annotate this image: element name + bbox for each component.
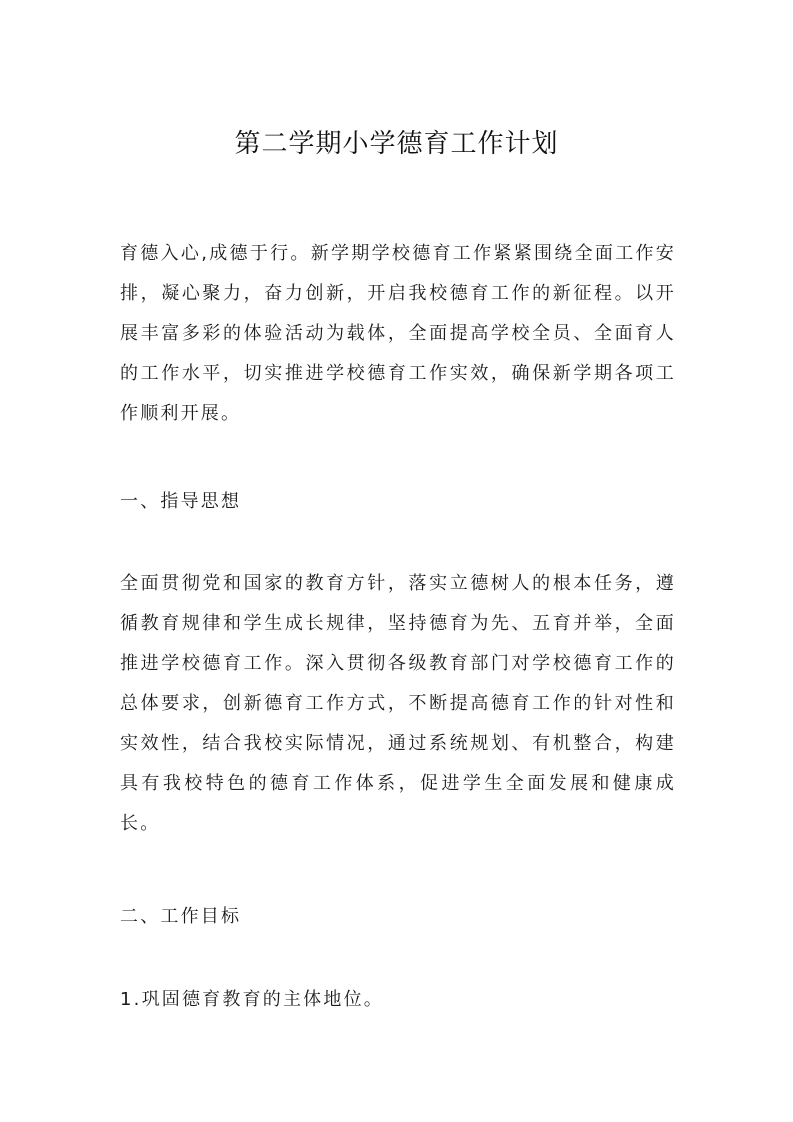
document-title: 第二学期小学德育工作计划 bbox=[234, 129, 559, 159]
section-heading-work-goals: 二、工作目标 bbox=[120, 906, 242, 927]
work-goal-item-1: 1.巩固德育教育的主体地位。 bbox=[120, 989, 384, 1010]
section-heading-guiding-ideology: 一、指导思想 bbox=[120, 491, 242, 512]
intro-paragraph: 育德入心,成德于行。新学期学校德育工作紧紧围绕全面工作安排，凝心聚力，奋力创新，开启我校德育工作的新征程。以开展丰富多彩的体验活动为载体，全面提高学校全员、全面育人的工作水平，切实推进学校德育工作实效，确保新学期各项工作顺利开展。 bbox=[120, 243, 676, 424]
guiding-ideology-paragraph: 全面贯彻党和国家的教育方针，落实立德树人的根本任务，遵循教育规律和学生成长规律，坚持德育为先、五育并举，全面推进学校德育工作。深入贯彻各级教育部门对学校德育工作的总体要求，创新德育工作方式，不断提高德育工作的针对性和实效性，结合我校实际情况，通过系统规划、有机整合，构建具有我校特色的德育工作体系，促进学生全面发展和健康成长。 bbox=[120, 573, 676, 834]
